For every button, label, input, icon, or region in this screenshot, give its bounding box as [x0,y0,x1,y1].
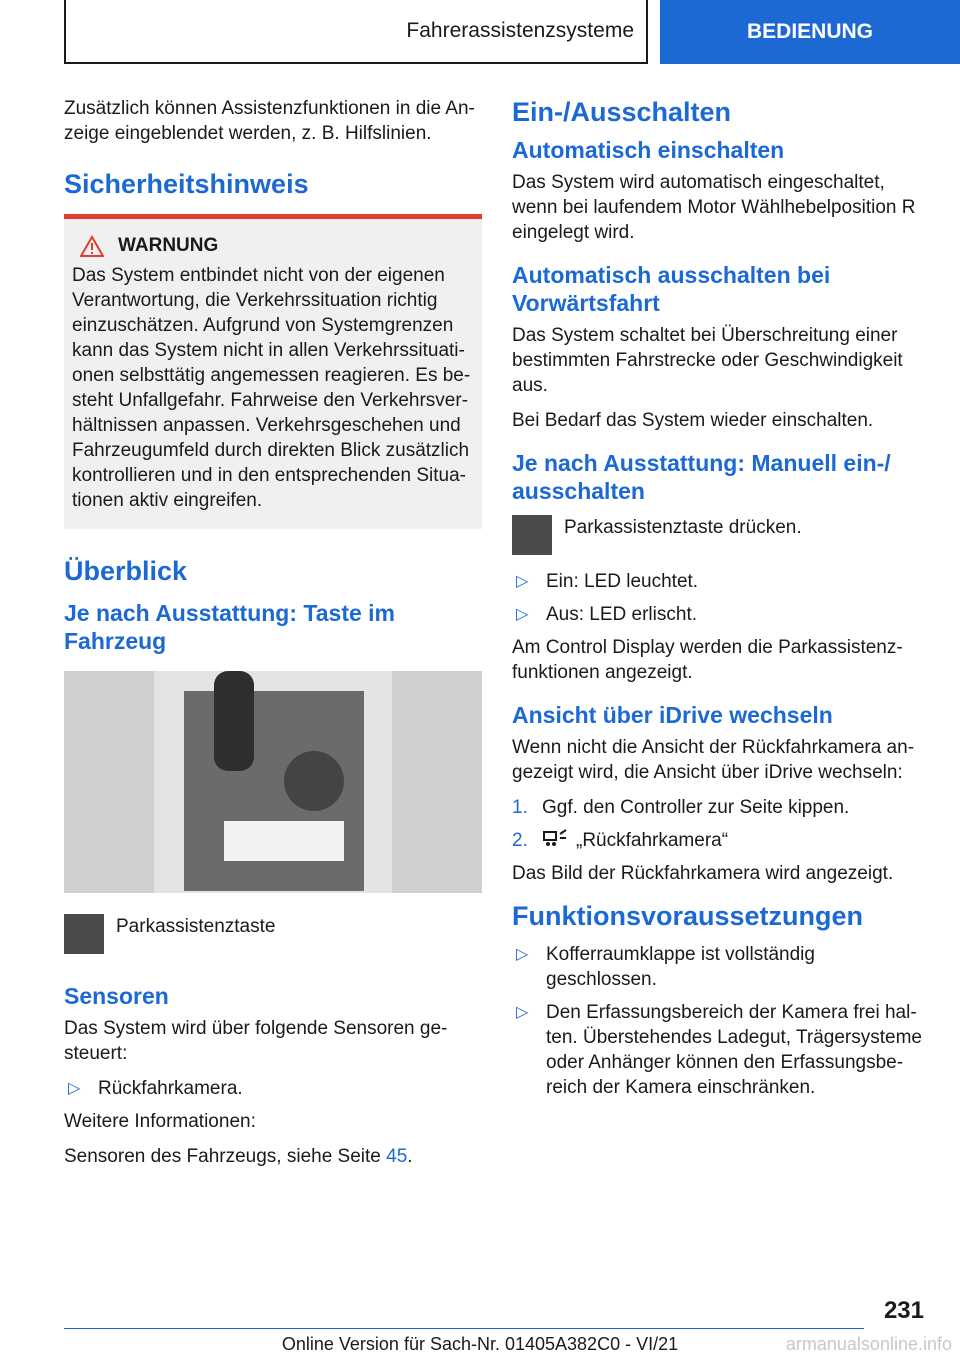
center-console-photo [64,671,482,893]
park-assist-button-icon [512,515,552,555]
left-column [64,96,482,1179]
auto-on-text: Das System wird automatisch eingeschaltet, wenn bei laufendem Motor Wählhebelposition R eingelegt wird. [512,172,916,243]
manual-heading: Je nach Ausstattung: Manuell ein-/ ausschalten [512,450,891,504]
running-header-section [64,0,648,64]
warning-title-row [80,235,474,257]
chapter-title: BEDIENUNG [746,20,873,43]
list-item: ▷ Den Erfassungsbereich der Kamera frei halten. Überstehendes Ladegut, Trägersysteme oder Anhänger können den Erfassungsbereich der Kamera einschränken. [512,1000,930,1100]
safety-heading: Sicherheitshinweis [64,169,309,199]
triangle-bullet-icon: ▷ [68,1080,81,1097]
warning-text: Das System entbindet nicht von der eigenen Verantwortung, die Verkehrssituation richtig einzuschätzen. Aufgrund von Systemgrenzen kann das System nicht in allen Verkehrssituationen selbsttätig angemessen reagieren. Es besteht Unfallgefahr. Fahrweise den Verkehrsverhältnissen anpassen. Verkehrsgeschehen und Fahrzeugumfeld durch direkten Blick zusätzlich kontrollieren und in den entsprechenden Situationen aktiv eingreifen. [72,265,471,511]
page-link[interactable]: 45 [386,1146,408,1167]
auto-off-heading: Automatisch ausschalten bei Vorwärtsfahrt [512,262,831,316]
warning-title: WARNUNG [118,235,219,256]
idrive-text-2: Das Bild der Rückfahrkamera wird angezeigt. [512,863,894,884]
more-info: Weitere Informationen: [64,1111,256,1132]
manual-text: Parkassistenztaste drücken. [564,517,802,538]
requirements-heading: Funktionsvoraussetzungen [512,901,864,931]
warning-box [64,214,482,529]
auto-off-text-2: Bei Bedarf das System wieder einschalten. [512,410,874,431]
sensors-heading: Sensoren [64,983,169,1009]
overview-heading: Überblick [64,556,188,586]
manual-button-row [512,515,930,555]
step-item: 1. Ggf. den Controller zur Seite kippen. [512,797,850,818]
auto-on-heading: Automatisch einschalten [512,137,785,163]
list-item: ▷ Ein: LED leuchtet. [512,569,930,594]
button-heading: Je nach Ausstattung: Taste im Fahrzeug [64,600,396,654]
list-item: ▷ Aus: LED erlischt. [512,602,930,627]
idrive-heading: Ansicht über iDrive wechseln [512,702,833,728]
camera-view-icon [542,828,568,850]
idrive-text: Wenn nicht die Ansicht der Rückfahrkamera angezeigt wird, die Ansicht über iDrive wechseln: [512,737,915,783]
sensors-reference: Sensoren des Fahrzeugs, siehe Seite 45. [64,1146,413,1167]
footer-divider [64,1328,864,1329]
section-title: Fahrerassistenzsysteme [406,19,634,42]
manual-text-2: Am Control Display werden die Parkassistenzfunktionen angezeigt. [512,637,903,683]
triangle-bullet-icon: ▷ [516,606,529,623]
right-column [512,96,930,1108]
page-number: 231 [883,1297,924,1324]
auto-off-text: Das System schaltet bei Überschreitung einer bestimmten Fahrstrecke oder Geschwindigkeit aus. [512,325,903,396]
onoff-heading: Ein-/Ausschalten [512,97,732,127]
park-assist-button-icon [64,914,104,954]
triangle-bullet-icon: ▷ [516,573,529,590]
intro-paragraph: Zusätzlich können Assistenzfunktionen in die Anzeige eingeblendet werden, z. B. Hilfslinien. [64,98,475,144]
sensors-item: Rückfahrkamera. [98,1078,243,1099]
sensors-text: Das System wird über folgende Sensoren gesteuert: [64,1018,448,1064]
warning-triangle-icon [80,235,104,257]
footer-text: Online Version für Sach-Nr. 01405A382C0 - VI/21 [281,1334,679,1354]
step-item: 2. „Rückfahrkamera“ [512,830,729,851]
triangle-bullet-icon: ▷ [516,1004,529,1021]
list-item: ▷ Kofferraumklappe ist vollständig geschlossen. [512,942,930,992]
park-button-caption-row [64,914,482,954]
park-button-caption: Parkassistenztaste [116,916,276,937]
watermark: armanualsonline.info [785,1334,952,1354]
running-header-chapter [660,0,960,64]
list-item [64,1076,482,1101]
triangle-bullet-icon: ▷ [516,946,529,963]
